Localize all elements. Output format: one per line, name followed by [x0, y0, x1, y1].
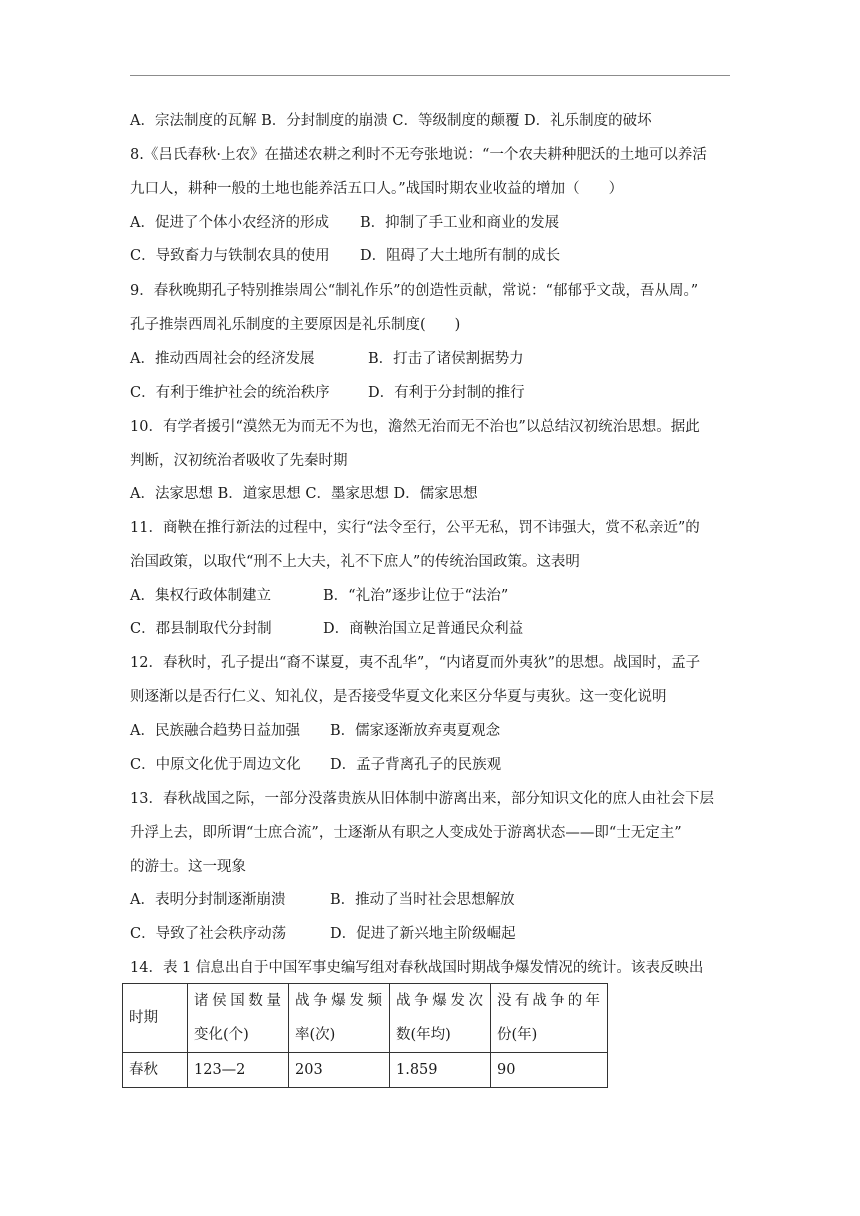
header-war-annual	[390, 984, 491, 1053]
q12-option-b: B．儒家逐渐放弃夷夏观念	[330, 723, 501, 739]
header-period: 时期	[123, 984, 188, 1053]
header-war-frequency-line1: 战争爆发频	[295, 993, 383, 1009]
header-war-annual-line2: 数(年均)	[396, 1027, 451, 1043]
q10-stem-2: 判断，汉初统治者吸收了先秦时期	[130, 453, 348, 469]
header-war-annual-line1: 战争爆发次	[396, 993, 484, 1009]
q14-stem-1: 14．表 1 信息出自于中国军事史编写组对春秋战国时期战争爆发情况的统计。该表反映出	[130, 960, 704, 976]
header-state-count-line1: 诸侯国数量	[194, 993, 282, 1009]
header-peace-years-line2: 份(年)	[497, 1027, 538, 1043]
q13-option-a: A．表明分封制逐渐崩溃	[130, 892, 286, 908]
table-row	[123, 1053, 608, 1088]
q10-stem-1: 10．有学者援引“漠然无为而无不为也，澹然无治而无不治也”以总结汉初统治思想。据此	[130, 419, 700, 435]
header-rule	[130, 75, 730, 76]
q12-option-a: A．民族融合趋势日益加强	[130, 723, 300, 739]
header-peace-years-line1: 没有战争的年	[497, 993, 601, 1009]
q10-options: A．法家思想 B．道家思想 C．墨家思想 D．儒家思想	[130, 486, 478, 502]
q9-option-b: B．打击了诸侯割据势力	[368, 351, 524, 367]
q13-stem-1: 13．春秋战国之际，一部分没落贵族从旧体制中游离出来，部分知识文化的庶人由社会下层	[130, 791, 714, 807]
header-war-frequency-line2: 率(次)	[295, 1027, 336, 1043]
q9-stem-2: 孔子推崇西周礼乐制度的主要原因是礼乐制度( )	[130, 317, 461, 333]
q9-option-d: D．有利于分封制的推行	[368, 385, 525, 401]
q11-option-b: B．“礼治”逐步让位于“法治”	[323, 588, 509, 604]
q13-option-d: D．促进了新兴地主阶级崛起	[330, 926, 516, 942]
header-state-count	[188, 984, 289, 1053]
cell-war-frequency: 203	[289, 1053, 390, 1088]
q8-option-a: A．促进了个体小农经济的形成	[130, 215, 329, 231]
q12-option-d: D．孟子背离孔子的民族观	[330, 757, 502, 773]
q9-option-c: C．有利于维护社会的统治秩序	[130, 385, 330, 401]
q12-stem-1: 12．春秋时，孔子提出“裔不谋夏，夷不乱华”，“内诸夏而外夷狄”的思想。战国时，孟子	[130, 655, 701, 671]
header-war-frequency	[289, 984, 390, 1053]
q11-option-d: D．商鞅治国立足普通民众利益	[323, 621, 524, 637]
q13-option-c: C．导致了社会秩序动荡	[130, 926, 287, 942]
q13-stem-3: 的游士。这一现象	[130, 859, 246, 875]
q8-stem-2: 九口人，耕种一般的土地也能养活五口人。”战国时期农业收益的增加（ ）	[130, 181, 624, 197]
q11-option-c: C．郡县制取代分封制	[130, 621, 272, 637]
q12-option-c: C．中原文化优于周边文化	[130, 757, 301, 773]
q13-option-b: B．推动了当时社会思想解放	[330, 892, 515, 908]
q8-option-c: C．导致畜力与铁制农具的使用	[130, 248, 330, 264]
q9-option-a: A．推动西周社会的经济发展	[130, 351, 315, 367]
q9-stem-1: 9．春秋晚期孔子特别推崇周公“制礼作乐”的创造性贡献，常说：“郁郁乎文哉，吾从周。”	[130, 283, 699, 299]
cell-period: 春秋	[123, 1053, 188, 1088]
cell-war-annual: 1.859	[390, 1053, 491, 1088]
q11-stem-2: 治国政策，以取代“刑不上大夫，礼不下庶人”的传统治国政策。这表明	[130, 554, 580, 570]
q8-option-d: D．阻碍了大土地所有制的成长	[360, 248, 561, 264]
q11-option-a: A．集权行政体制建立	[130, 588, 271, 604]
war-statistics-table	[122, 983, 608, 1088]
header-state-count-line2: 变化(个)	[194, 1027, 249, 1043]
cell-peace-years: 90	[491, 1053, 608, 1088]
q7-options: A．宗法制度的瓦解 B．分封制度的崩溃 C．等级制度的颠覆 D．礼乐制度的破坏	[130, 113, 652, 129]
cell-state-count: 123—2	[188, 1053, 289, 1088]
q12-stem-2: 则逐渐以是否行仁义、知礼仪，是否接受华夏文化来区分华夏与夷狄。这一变化说明	[130, 689, 667, 705]
q8-stem-1: 8.《吕氏春秋·上农》在描述农耕之利时不无夸张地说：“一个农夫耕种肥沃的土地可以养活	[130, 147, 707, 163]
table-header-row	[123, 984, 608, 1053]
q8-option-b: B．抑制了手工业和商业的发展	[360, 215, 560, 231]
q13-stem-2: 升浮上去，即所谓“士庶合流”，士逐渐从有职之人变成处于游离状态——即“士无定主”	[130, 825, 682, 841]
q11-stem-1: 11．商鞅在推行新法的过程中，实行“法令至行，公平无私，罚不讳强大，赏不私亲近”的	[130, 520, 700, 536]
header-peace-years	[491, 984, 608, 1053]
